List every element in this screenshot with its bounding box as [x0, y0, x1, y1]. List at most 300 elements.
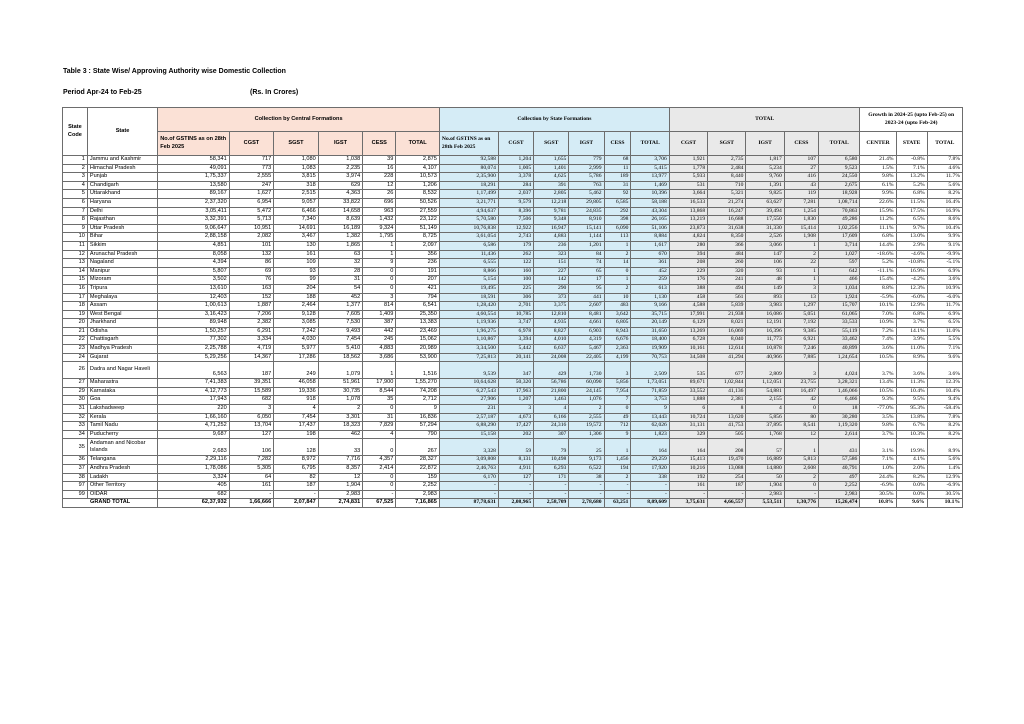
cbf-igst-cell: 14,658 [318, 207, 363, 216]
sf-gstins-cell: 87,78,631 [439, 499, 498, 508]
sf-sgst-cell: 21,800 [534, 387, 569, 396]
cbf-cess-cell: 2,414 [363, 465, 396, 474]
cbf-cess-cell: 1,795 [363, 233, 396, 242]
cbf-cess-cell: 16 [363, 164, 396, 173]
state-code-cell: 2 [63, 164, 88, 173]
cbf-sgst-cell: 109 [274, 259, 319, 268]
total-sgst-cell: 12,614 [708, 345, 746, 354]
sf-sgst-cell: 1,655 [534, 156, 569, 165]
cbf-cess-cell: 0 [363, 473, 396, 482]
cbf-cgst-cell: 2,382 [229, 319, 274, 328]
table-row [63, 422, 963, 431]
state-code-cell: 26 [63, 362, 88, 379]
growth-total-cell: 8.2% [927, 430, 962, 439]
growth-center-cell: 7.4% [860, 336, 896, 345]
state-code-cell: 4 [63, 181, 88, 190]
sf-cess-cell: - [604, 490, 631, 499]
total-cess-cell: 9,385 [784, 327, 818, 336]
sf-sgst-cell: 3,375 [534, 302, 569, 311]
total-total-cell: 61,065 [818, 310, 859, 319]
cbf-igst-cell: 2 [318, 405, 363, 414]
total-total-cell: 6,580 [818, 156, 859, 165]
total-sgst-cell: 4,66,557 [708, 499, 746, 508]
cbf-sgst-cell: 9,057 [274, 198, 319, 207]
total-sgst-cell: 13,088 [708, 465, 746, 474]
sf-cgst-cell: 50,320 [498, 379, 533, 388]
cbf-cgst-cell: 247 [229, 181, 274, 190]
growth-center-cell: 7.0% [860, 310, 896, 319]
cbf-cess-cell: 17,900 [363, 379, 396, 388]
total-cess-cell: 1,297 [784, 302, 818, 311]
cbf-igst-cell: 31 [318, 276, 363, 285]
sf-cess-cell: 194 [604, 465, 631, 474]
growth-total-cell: 9.9% [927, 233, 962, 242]
cbf-sgst-cell: 1,080 [274, 156, 319, 165]
cbf-sgst-cell: 3,467 [274, 233, 319, 242]
total-igst-cell: 31,330 [746, 224, 784, 233]
table-row [63, 302, 963, 311]
growth-state-cell: 11.0% [896, 345, 927, 354]
sf-sgst-cell: 227 [534, 267, 569, 276]
total-cgst-cell: 10,724 [669, 413, 707, 422]
cbf-cgst-cell: 163 [229, 284, 274, 293]
sf-cgst-cell: 2,08,965 [498, 499, 533, 508]
sf-cgst-cell: 20,141 [498, 353, 533, 362]
total-cess-cell: 43 [784, 181, 818, 190]
cbf-total-cell: 207 [396, 276, 440, 285]
sf-igst-cell: 19,572 [569, 422, 604, 431]
cbf-igst-cell: 7,454 [318, 336, 363, 345]
state-code-cell: 30 [63, 396, 88, 405]
cbf-sgst-cell: 249 [274, 362, 319, 379]
growth-state-cell: 6.7% [896, 422, 927, 431]
sf-cess-cell: 7 [604, 396, 631, 405]
sf-cgst-cell: 2,037 [498, 190, 533, 199]
state-name-cell: Gujarat [87, 353, 157, 362]
growth-state-cell: 4.1% [896, 456, 927, 465]
cbf-total-cell: 9 [396, 405, 440, 414]
cbf-total-cell: 2,875 [396, 156, 440, 165]
total-cgst-cell: 13,219 [669, 216, 707, 225]
cbf-sgst-cell: 4 [274, 405, 319, 414]
growth-center-cell: -11.1% [860, 267, 896, 276]
growth-total-cell: 30.5% [927, 490, 962, 499]
sf-igst-cell: 60,090 [569, 379, 604, 388]
growth-state-cell: 13.0% [896, 233, 927, 242]
total-cgst-cell: 161 [669, 482, 707, 491]
state-name-cell: Mizoram [87, 276, 157, 285]
state-name-cell: Telangana [87, 456, 157, 465]
state-code-cell: 34 [63, 430, 88, 439]
table-row [63, 173, 963, 182]
cbf-cgst-cell: 1,66,666 [229, 499, 274, 508]
total-total-cell: 497 [818, 473, 859, 482]
total-cgst-cell: 34,508 [669, 353, 707, 362]
total-total-cell: 49,286 [818, 216, 859, 225]
growth-state-cell: -10.8% [896, 259, 927, 268]
sf-gstins-cell: 80,074 [439, 164, 498, 173]
sf-sgst-cell: 391 [534, 181, 569, 190]
total-sgst-cell: 494 [708, 284, 746, 293]
sf-total-cell: 670 [631, 250, 669, 259]
cbf-gstins-cell: 4,394 [158, 259, 229, 268]
cbf-total-cell: 1,55,270 [396, 379, 440, 388]
sf-igst-cell: 2,78,680 [569, 499, 604, 508]
sf-sgst-cell: 307 [534, 430, 569, 439]
sf-cess-cell: 1 [604, 276, 631, 285]
table-row [63, 310, 963, 319]
cbf-cess-cell: 3 [363, 293, 396, 302]
growth-state-cell: 3.6% [896, 362, 927, 379]
total-cgst-cell: 3,75,631 [669, 499, 707, 508]
table-row [63, 345, 963, 354]
sf-total-cell: 13,977 [631, 173, 669, 182]
total-cess-cell: 3 [784, 284, 818, 293]
state-name-cell: Punjab [87, 173, 157, 182]
sf-gstins-cell: 1,17,499 [439, 190, 498, 199]
growth-center-cell: 22.6% [860, 198, 896, 207]
sf-cgst-cell: 3 [498, 405, 533, 414]
cbf-gstins-cell: 405 [158, 482, 229, 491]
cbf-igst-cell: 1,904 [318, 482, 363, 491]
cbf-cess-cell: 4,357 [363, 456, 396, 465]
growth-total-cell: 7.8% [927, 156, 962, 165]
total-sgst-cell: 8,440 [708, 173, 746, 182]
total-cgst-cell: 458 [669, 293, 707, 302]
sf-igst-cell: 4,661 [569, 319, 604, 328]
cbf-gstins-cell: 12,403 [158, 293, 229, 302]
table-row [63, 465, 963, 474]
growth-total-cell: 4.6% [927, 164, 962, 173]
header-sf-igst: IGST [569, 132, 604, 156]
growth-total-cell: 11.7% [927, 302, 962, 311]
total-total-cell: 70,863 [818, 207, 859, 216]
cbf-cess-cell: 39 [363, 156, 396, 165]
cbf-total-cell: 356 [396, 250, 440, 259]
growth-state-cell: 11.5% [896, 198, 927, 207]
sf-gstins-cell: 2,35,900 [439, 173, 498, 182]
cbf-sgst-cell: 3,085 [274, 319, 319, 328]
state-name-cell: Jharkhand [87, 319, 157, 328]
state-code-cell: 16 [63, 284, 88, 293]
state-name-cell: Delhi [87, 207, 157, 216]
growth-total-cell: 5.5% [927, 336, 962, 345]
total-cess-cell: 3 [784, 362, 818, 379]
cbf-gstins-cell: 1,50,257 [158, 327, 229, 336]
cbf-cgst-cell: 682 [229, 396, 274, 405]
total-sgst-cell: 41,753 [708, 422, 746, 431]
total-sgst-cell: 710 [708, 181, 746, 190]
cbf-cess-cell: 9,324 [363, 224, 396, 233]
table-row [63, 241, 963, 250]
state-name-cell: Rajasthan [87, 216, 157, 225]
sf-cess-cell: 1 [604, 439, 631, 456]
header-growth-center: CENTER [860, 132, 896, 156]
table-row [63, 353, 963, 362]
cbf-gstins-cell: 89,167 [158, 190, 229, 199]
cbf-gstins-cell: 62,37,932 [158, 499, 229, 508]
table-row [63, 276, 963, 285]
growth-state-cell: 95.3% [896, 405, 927, 414]
sf-cgst-cell: 306 [498, 293, 533, 302]
cbf-gstins-cell: 8,058 [158, 250, 229, 259]
header-cbf-sgst: SGST [274, 132, 319, 156]
cbf-cgst-cell: 161 [229, 482, 274, 491]
growth-center-cell: 13.4% [860, 379, 896, 388]
units-label: (Rs. In Crores) [250, 89, 299, 96]
total-total-cell: 1,24,654 [818, 353, 859, 362]
cbf-total-cell: 1,516 [396, 362, 440, 379]
header-tot-sgst: SGST [708, 132, 746, 156]
cbf-total-cell: 23,469 [396, 327, 440, 336]
cbf-sgst-cell: 17,286 [274, 353, 319, 362]
sf-gstins-cell: - [439, 482, 498, 491]
cbf-cgst-cell: 1,887 [229, 302, 274, 311]
total-igst-cell: 2,155 [746, 396, 784, 405]
cbf-sgst-cell: 4,030 [274, 336, 319, 345]
sf-cess-cell: 3 [604, 362, 631, 379]
sf-igst-cell: - [569, 490, 604, 499]
growth-total-cell: 6.9% [927, 310, 962, 319]
growth-state-cell: 0.0% [896, 482, 927, 491]
cbf-gstins-cell: 1,00,613 [158, 302, 229, 311]
total-total-cell: 1,19,320 [818, 422, 859, 431]
state-name-cell: Goa [87, 396, 157, 405]
total-total-cell: 1,924 [818, 293, 859, 302]
header-total-group: TOTAL [669, 108, 860, 132]
sf-igst-cell: 1,306 [569, 430, 604, 439]
cbf-cgst-cell: 6,050 [229, 413, 274, 422]
sf-cgst-cell: 4,673 [498, 413, 533, 422]
sf-total-cell: 259 [631, 276, 669, 285]
total-igst-cell: 1,391 [746, 181, 784, 190]
state-name-cell: Kerala [87, 413, 157, 422]
cbf-cess-cell: 7,829 [363, 422, 396, 431]
total-cgst-cell: 164 [669, 439, 707, 456]
sf-total-cell: 58,188 [631, 198, 669, 207]
cbf-cgst-cell: 152 [229, 293, 274, 302]
sf-cgst-cell: 160 [498, 267, 533, 276]
cbf-total-cell: 53,900 [396, 353, 440, 362]
growth-center-cell: 11.2% [860, 216, 896, 225]
total-total-cell: 6,466 [818, 396, 859, 405]
cbf-cess-cell: 67,525 [363, 499, 396, 508]
total-igst-cell: 2,809 [746, 362, 784, 379]
cbf-gstins-cell: 6,563 [158, 362, 229, 379]
sf-sgst-cell: 6,293 [534, 465, 569, 474]
growth-total-cell: 12.3% [927, 379, 962, 388]
sf-cess-cell: 6,676 [604, 336, 631, 345]
growth-state-cell: 13.2% [896, 173, 927, 182]
cbf-gstins-cell: 5,807 [158, 267, 229, 276]
cbf-gstins-cell: 220 [158, 405, 229, 414]
cbf-cgst-cell: 1,627 [229, 190, 274, 199]
cbf-igst-cell: 30,735 [318, 387, 363, 396]
header-state-code: State Code [63, 108, 88, 156]
growth-total-cell: 9.6% [927, 353, 962, 362]
cbf-igst-cell: 12 [318, 473, 363, 482]
cbf-igst-cell: 33 [318, 439, 363, 456]
total-total-cell: 55,119 [818, 327, 859, 336]
table-row [63, 156, 963, 165]
sf-cgst-cell: 225 [498, 284, 533, 293]
total-cgst-cell: 23,873 [669, 224, 707, 233]
total-cgst-cell: 3,664 [669, 190, 707, 199]
growth-center-cell: -77.0% [860, 405, 896, 414]
table-row [63, 362, 963, 379]
cbf-cgst-cell: 14,367 [229, 353, 274, 362]
cbf-cgst-cell: 3,334 [229, 336, 274, 345]
total-sgst-cell: 2,381 [708, 396, 746, 405]
total-sgst-cell: 187 [708, 482, 746, 491]
sf-gstins-cell: 4,60,554 [439, 310, 498, 319]
growth-state-cell: 0.0% [896, 490, 927, 499]
cbf-sgst-cell: 128 [274, 439, 319, 456]
total-cess-cell: 1 [784, 439, 818, 456]
growth-total-cell: -6.0% [927, 293, 962, 302]
cbf-igst-cell: 452 [318, 293, 363, 302]
total-igst-cell: 17,550 [746, 216, 784, 225]
sf-cess-cell: 8,943 [604, 327, 631, 336]
cbf-total-cell: 25,350 [396, 310, 440, 319]
sf-sgst-cell: 171 [534, 473, 569, 482]
cbf-cgst-cell: 13,704 [229, 422, 274, 431]
cbf-total-cell: 236 [396, 259, 440, 268]
growth-total-cell: 3.6% [927, 276, 962, 285]
total-cgst-cell: 10,161 [669, 345, 707, 354]
sf-total-cell: 26,165 [631, 216, 669, 225]
cbf-sgst-cell: 318 [274, 181, 319, 190]
cbf-igst-cell: 4,363 [318, 190, 363, 199]
cbf-sgst-cell: 46,058 [274, 379, 319, 388]
sf-igst-cell: 2,555 [569, 413, 604, 422]
sf-total-cell: 8,884 [631, 233, 669, 242]
growth-state-cell: 11.3% [896, 379, 927, 388]
growth-total-cell: 10.4% [927, 224, 962, 233]
table-title: Table 3 : State Wise/ Approving Authority wise Domestic Collection [63, 68, 286, 75]
total-sgst-cell: 8 [708, 405, 746, 414]
total-cess-cell: 2,608 [784, 465, 818, 474]
total-sgst-cell: 208 [708, 439, 746, 456]
total-igst-cell: 11,773 [746, 336, 784, 345]
cbf-sgst-cell: 2,464 [274, 302, 319, 311]
state-code-cell: 1 [63, 156, 88, 165]
total-sgst-cell: 2,484 [708, 164, 746, 173]
header-cbf-igst: IGST [318, 132, 363, 156]
growth-state-cell: 9.7% [896, 224, 927, 233]
growth-center-cell: 10.5% [860, 387, 896, 396]
sf-cgst-cell: 122 [498, 259, 533, 268]
total-sgst-cell: 16,688 [708, 216, 746, 225]
cbf-cess-cell: 814 [363, 302, 396, 311]
sf-cgst-cell: 3,747 [498, 319, 533, 328]
cbf-cgst-cell: 106 [229, 439, 274, 456]
sf-igst-cell: 5,786 [569, 173, 604, 182]
sf-cgst-cell: 2,743 [498, 233, 533, 242]
total-total-cell: 1,08,714 [818, 198, 859, 207]
state-name-cell: Ladakh [87, 473, 157, 482]
total-cgst-cell: - [669, 490, 707, 499]
total-cess-cell: 7,246 [784, 345, 818, 354]
total-total-cell: 3,714 [818, 241, 859, 250]
growth-center-cell: 3.7% [860, 430, 896, 439]
sf-total-cell: 19,909 [631, 345, 669, 354]
total-igst-cell: 16,396 [746, 327, 784, 336]
growth-center-cell: 8.8% [860, 284, 896, 293]
cbf-gstins-cell: 3,324 [158, 473, 229, 482]
cbf-gstins-cell: 49,091 [158, 164, 229, 173]
cbf-total-cell: 27,559 [396, 207, 440, 216]
total-cess-cell: 1,908 [784, 233, 818, 242]
total-cgst-cell: 1,778 [669, 164, 707, 173]
sf-total-cell: 1,823 [631, 430, 669, 439]
total-sgst-cell: 41,294 [708, 353, 746, 362]
header-tot-cess: CESS [784, 132, 818, 156]
cbf-total-cell: 790 [396, 430, 440, 439]
growth-center-cell: 1.5% [860, 164, 896, 173]
sf-gstins-cell: 10,76,838 [439, 224, 498, 233]
sf-gstins-cell: 10,64,628 [439, 379, 498, 388]
growth-center-cell: 10.9% [860, 319, 896, 328]
cbf-cess-cell: 245 [363, 336, 396, 345]
cbf-igst-cell: 1,038 [318, 156, 363, 165]
state-code-cell: 38 [63, 473, 88, 482]
cbf-sgst-cell: 7,340 [274, 216, 319, 225]
cbf-gstins-cell: 2,29,116 [158, 456, 229, 465]
state-name-cell: Chandigarh [87, 181, 157, 190]
cbf-sgst-cell: 2,07,847 [274, 499, 319, 508]
total-total-cell: 597 [818, 259, 859, 268]
cbf-cess-cell: 1,432 [363, 216, 396, 225]
state-name-cell: Andaman and Nicobar Islands [87, 439, 157, 456]
sf-igst-cell: 2,999 [569, 164, 604, 173]
total-sgst-cell: 8,021 [708, 319, 746, 328]
cbf-gstins-cell: 4,12,773 [158, 387, 229, 396]
state-name-cell: Dadra and Nagar Haveli [87, 362, 157, 379]
state-name-cell: Other Territory [87, 482, 157, 491]
cbf-gstins-cell: 4,71,252 [158, 422, 229, 431]
cbf-cess-cell: 0 [363, 267, 396, 276]
total-cgst-cell: 1,888 [669, 396, 707, 405]
cbf-igst-cell: 2,235 [318, 164, 363, 173]
grand-total-row [63, 499, 963, 508]
growth-center-cell: 9.8% [860, 173, 896, 182]
state-code-cell: 37 [63, 465, 88, 474]
total-cgst-cell: 16,533 [669, 198, 707, 207]
state-name-cell: Madhya Pradesh [87, 345, 157, 354]
cbf-cess-cell: 696 [363, 198, 396, 207]
sf-igst-cell: 441 [569, 293, 604, 302]
sf-igst-cell: 779 [569, 156, 604, 165]
sf-sgst-cell: 151 [534, 259, 569, 268]
state-code-cell: 99 [63, 490, 88, 499]
total-igst-cell: 50 [746, 473, 784, 482]
cbf-cgst-cell: 69 [229, 267, 274, 276]
sf-igst-cell: 65 [569, 267, 604, 276]
state-name-cell: West Bengal [87, 310, 157, 319]
total-igst-cell: 106 [746, 259, 784, 268]
cbf-total-cell: 10,573 [396, 173, 440, 182]
state-code-cell: 22 [63, 336, 88, 345]
header-state: State [87, 108, 157, 156]
table-row [63, 233, 963, 242]
sf-igst-cell: 2 [569, 405, 604, 414]
state-code-cell: 24 [63, 353, 88, 362]
total-sgst-cell: 320 [708, 267, 746, 276]
total-cgst-cell: 17,991 [669, 310, 707, 319]
sf-cess-cell: 3,642 [604, 310, 631, 319]
cbf-cgst-cell: 10,951 [229, 224, 274, 233]
